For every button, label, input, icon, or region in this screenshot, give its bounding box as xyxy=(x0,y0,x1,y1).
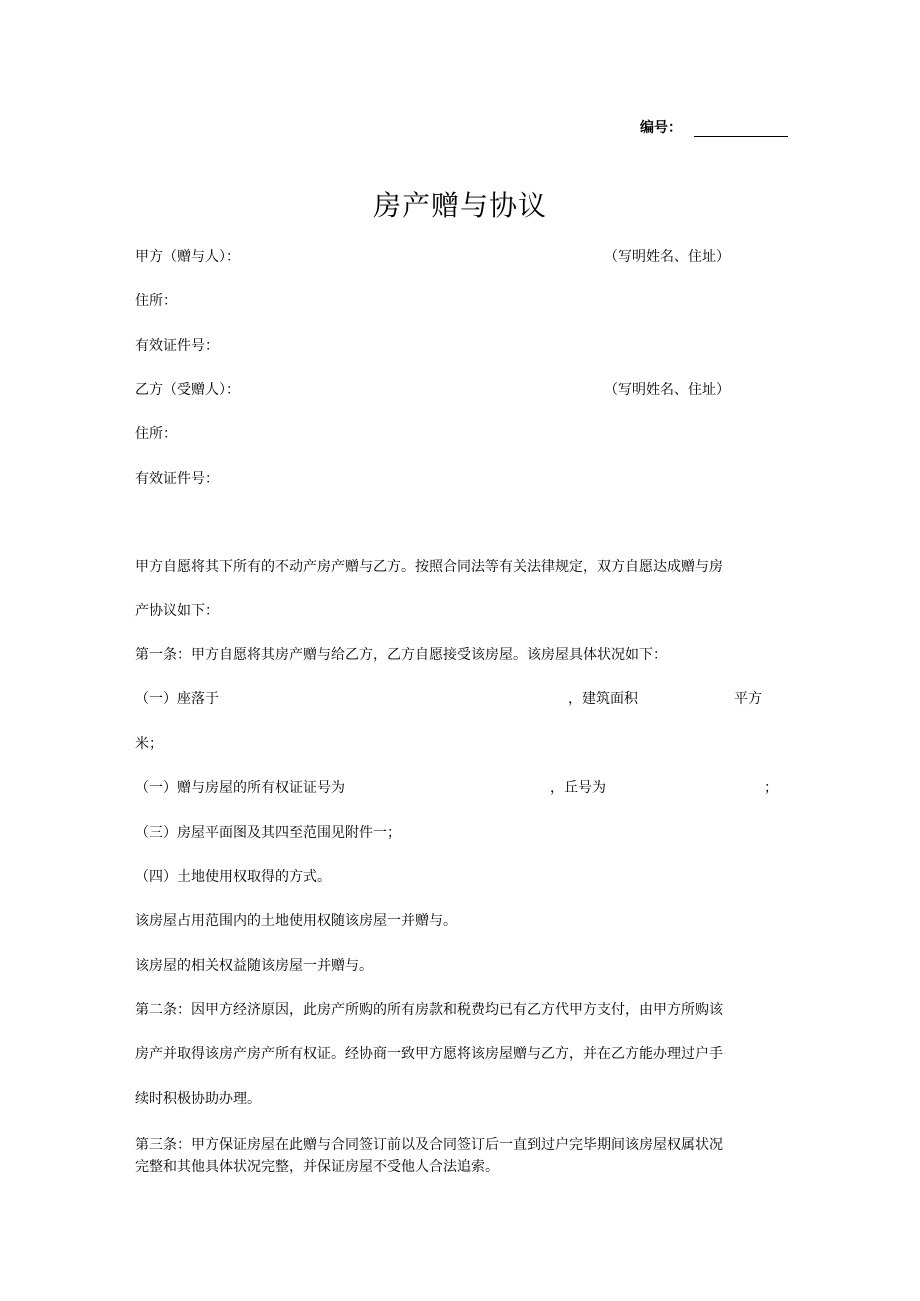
item-1-unit: 平方 xyxy=(734,691,762,707)
party-b-id-label: 有效证件号： xyxy=(135,471,219,487)
party-b-note: （写明姓名、住址） xyxy=(604,382,730,398)
item-2-label: （一）赠与房屋的所有权证证号为 xyxy=(135,780,345,796)
article-1: 第一条：甲方自愿将其房产赠与给乙方，乙方自愿接受该房屋。该房屋具体状况如下： xyxy=(135,647,667,663)
party-a-label: 甲方（赠与人）： xyxy=(135,249,240,265)
item-2-end: ； xyxy=(764,780,778,796)
item-2-hill-label: ，丘号为 xyxy=(550,780,606,796)
party-a-residence-label: 住所： xyxy=(135,293,177,309)
article-2-line-1: 第二条：因甲方经济原因，此房产所购的所有房款和税费均已有乙方代甲方支付，由甲方所购该 xyxy=(135,1002,723,1018)
intro-line-2: 产协议如下： xyxy=(135,603,219,619)
article-2-line-3: 续时积极协助办理。 xyxy=(135,1091,261,1107)
doc-number-label: 编号： xyxy=(640,120,682,136)
page-title: 房产赠与协议 xyxy=(372,189,547,222)
item-1-unit-continued: 米； xyxy=(135,736,163,752)
party-a-id-label: 有效证件号： xyxy=(135,338,219,354)
item-4: （四）土地使用权取得的方式。 xyxy=(135,869,331,885)
party-a-note: （写明姓名、住址） xyxy=(604,249,730,265)
item-1-label: （一）座落于 xyxy=(135,691,219,707)
article-3-line-1: 第三条：甲方保证房屋在此赠与合同签订前以及合同签订后一直到过户完毕期间该房屋权属状况 xyxy=(135,1137,723,1153)
item-3: （三）房屋平面图及其四至范围见附件一； xyxy=(135,825,401,841)
party-b-label: 乙方（受赠人）： xyxy=(135,382,240,398)
related-rights: 该房屋的相关权益随该房屋一并赠与。 xyxy=(135,958,373,974)
item-1-area-label: ，建筑面积 xyxy=(568,691,638,707)
intro-line-1: 甲方自愿将其下所有的不动产房产赠与乙方。按照合同法等有关法律规定，双方自愿达成赠与房 xyxy=(135,559,723,575)
land-use-right: 该房屋占用范围内的土地使用权随该房屋一并赠与。 xyxy=(135,913,457,929)
doc-number-blank xyxy=(694,136,788,137)
article-3-line-2: 完整和其他具体状况完整，并保证房屋不受他人合法追索。 xyxy=(135,1159,499,1175)
article-2-line-2: 房产并取得该房产房产所有权证。经协商一致甲方愿将该房屋赠与乙方，并在乙方能办理过户手 xyxy=(135,1046,723,1062)
party-b-residence-label: 住所： xyxy=(135,426,177,442)
